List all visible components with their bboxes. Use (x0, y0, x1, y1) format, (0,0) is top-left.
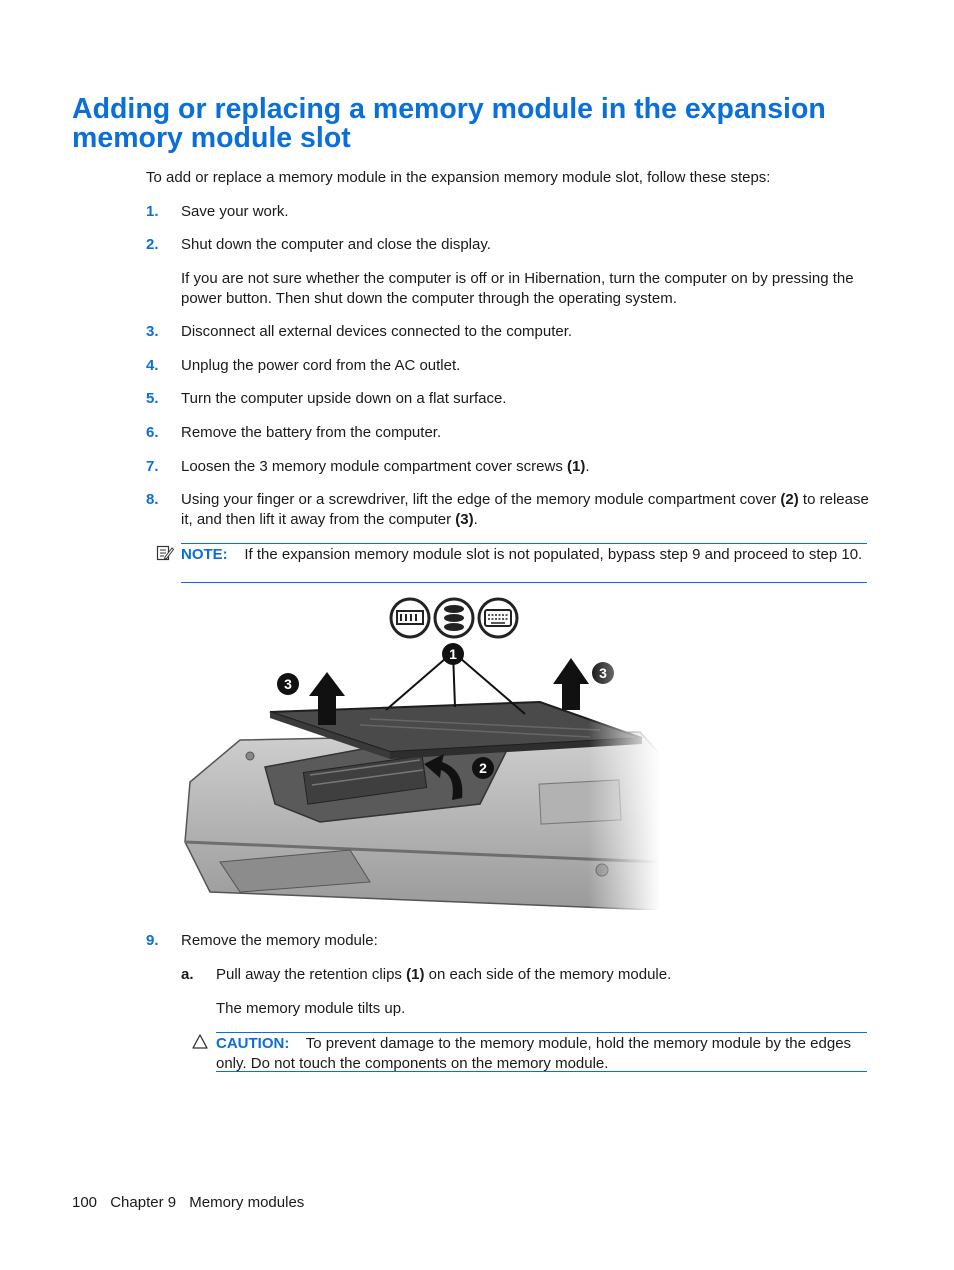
page-number: 100 (72, 1194, 98, 1211)
step-number: 1. (146, 203, 159, 220)
memory-compartment-illustration (180, 592, 660, 910)
step-text: Remove the memory module: (181, 932, 378, 949)
step-number: 4. (146, 357, 159, 374)
step-number: 7. (146, 458, 159, 475)
page-title: Adding or replacing a memory module in the expansion memory module slot (72, 93, 826, 154)
step-text: Unplug the power cord from the AC outlet. (181, 357, 461, 374)
callout-ref: (2) (780, 491, 799, 508)
intro-text: To add or replace a memory module in the expansion memory module slot, follow these steps: (146, 169, 771, 186)
caution-label: CAUTION: (216, 1035, 290, 1052)
step-number: 3. (146, 323, 159, 340)
step-number: 8. (146, 491, 159, 508)
step-text: Shut down the computer and close the display. (181, 236, 491, 253)
step-text: Remove the battery from the computer. (181, 424, 442, 441)
callout-ref: (1) (567, 458, 586, 475)
step-2-detail: If you are not sure whether the computer is off or in Hibernation, turn the computer on by pressing the power button. Then shut down the computer through the operating system. (181, 270, 854, 307)
callout-ref: (3) (455, 510, 474, 528)
footer-chapter: Chapter 9 (110, 1194, 177, 1211)
step-number: 5. (146, 390, 159, 407)
step-text: Save your work. (181, 203, 289, 220)
note-icon (156, 544, 174, 562)
note-label: NOTE: (181, 546, 228, 563)
step-text: Loosen the 3 memory module compartment cover screws (1). (181, 458, 590, 475)
note-text: If the expansion memory module slot is not populated, bypass step 9 and proceed to step 10. (244, 546, 863, 563)
substep-detail: The memory module tilts up. (216, 1000, 406, 1017)
step-number: 6. (146, 424, 159, 441)
step-text: Using your finger or a screwdriver, lift the edge of the memory module compartment cover (2) to release it, and then lift it away from the computer (3). (181, 491, 869, 528)
footer-section: Memory modules (189, 1194, 305, 1211)
page-footer (72, 1193, 313, 1213)
substep-letter: a. (181, 966, 194, 983)
callout-ref: (1) (406, 966, 425, 983)
step-text: Turn the computer upside down on a flat surface. (181, 390, 507, 407)
step-number: 9. (146, 932, 159, 949)
caution-box (216, 1032, 867, 1072)
note-box (181, 543, 867, 583)
step-number: 2. (146, 236, 159, 253)
step-text: Disconnect all external devices connected to the computer. (181, 323, 573, 340)
substep-text: Pull away the retention clips (1) on each side of the memory module. (216, 966, 672, 983)
caution-text: To prevent damage to the memory module, hold the memory module by the edges only. Do not touch the components on the memory module. (216, 1035, 852, 1072)
caution-icon (192, 1034, 208, 1049)
